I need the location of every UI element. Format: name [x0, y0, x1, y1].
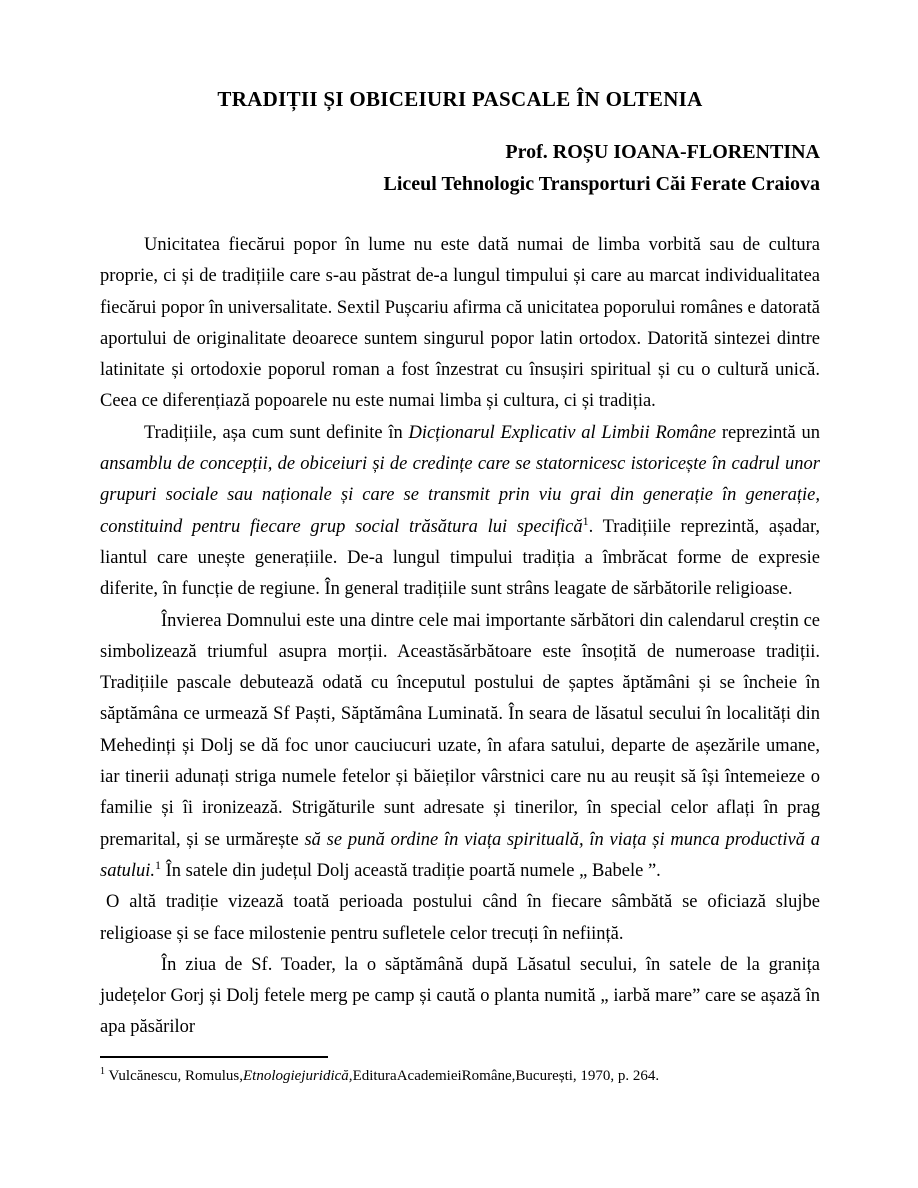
text-run: Vulcănescu, Romulus, [105, 1068, 243, 1084]
footnote-reference: 1 [100, 1066, 105, 1077]
footnote-reference: 1 [155, 857, 161, 872]
text-run: EdituraAcademieiRomâne,București, 1970, p. 264. [352, 1068, 660, 1084]
paragraph-4 [100, 887, 820, 950]
footnote-reference: 1 [582, 513, 589, 528]
footnote-text [100, 1066, 820, 1086]
document-body [100, 230, 820, 1044]
paragraph-3 [100, 606, 820, 888]
italic-text: să se pună ordine în viața spirituală, în viața și munca productivă a satului. [100, 829, 820, 881]
footnote-area [100, 1056, 820, 1086]
text-run: Tradițiile, așa cum sunt definite în [144, 422, 409, 443]
footnote-separator [100, 1056, 328, 1058]
text-run: Unicitatea fiecărui popor în lume nu este dată numai de limba vorbită sau de cultura proprie, ci și de tradițiile care s-au păstrat de-a lungul timpului și care au marcat individualitatea fiecărui popor în universalitate. Sextil Pușcariu afirma că unicitatea poporului românes e datorată aportului de originalitate deoarece suntem singurul popor latin ortodox. Datorită sintezei dintre latinitate și ortodoxie poporul roman a fost înzestrat cu însușiri spiritual și cu o cultură unică. Ceea ce diferențiază popoarele nu este numai limba și cultura, ci și tradiția. [100, 235, 820, 412]
text-run: . Tradițiile reprezintă, așadar, liantul care unește generațiile. De-a lungul timpului tradiția a îmbrăcat forme de expresie diferite, în funcție de regiune. În general tradițiile sunt strâns leagate de sărbătorile religioase. [100, 516, 820, 600]
italic-text: ansamblu de concepții, de obiceiuri și de credințe care se statornicesc istoricește în cadrul unor grupuri sociale sau naționale și care se transmit prin viu grai din generație în generație, constituind pentru fiecare grup social trăsătura lui specifică [100, 454, 820, 537]
text-run: reprezintă un [716, 422, 821, 443]
paragraph-1 [100, 230, 820, 418]
italic-text: Etnologiejuridică, [242, 1068, 353, 1084]
author-affiliation: Liceul Tehnologic Transporturi Căi Ferate Craiova [383, 173, 820, 195]
text-run: O altă tradiție vizează toată perioada postului când în fiecare sâmbătă se oficiază slujbe religioase și se face milostenie pentru sufletele celor trecuți în neființă. [100, 892, 820, 944]
paragraph-2 [100, 418, 820, 606]
italic-text: Dicționarul Explicativ al Limbii Române [408, 422, 717, 443]
text-run: Învierea Domnului este una dintre cele mai importante sărbători din calendarul creștin ce simbolizează triumful asupra morții. Aceastăsărbătoare este însoțită de numeroase tradiții. Tradițiile pascale debutează odată cu începutul postului de șaptes ăptămâni și se încheie în săptămâna ce urmează Sf Paști, Săptămâna Luminată. În seara de lăsatul secului în localități din Mehedinți și Dolj se dă foc unor cauciucuri uzate, în afara satului, departe de așezările umane, iar tinerii adunați striga numele fetelor și băieților vârstnici care nu au reușit să își întemeieze o familie și îi ironizează. Strigăturile sunt adresate și tinerilor, în special celor aflați în prag premarital, și se urmărește [100, 610, 820, 850]
author-name: Prof. ROȘU IOANA-FLORENTINA [505, 141, 820, 163]
author-block [100, 136, 820, 200]
text-run: În satele din județul Dolj această tradiție poartă numele „ Babele ”. [161, 860, 661, 881]
document-title: TRADIȚII ȘI OBICEIURI PASCALE ÎN OLTENIA [217, 87, 703, 111]
paragraph-5 [100, 950, 820, 1044]
text-run: În ziua de Sf. Toader, la o săptămână după Lăsatul secului, în satele de la granița județelor Gorj și Dolj fetele merg pe camp și caută o planta numită „ iarbă mare” care se așază în apa păsărilor [100, 954, 820, 1038]
